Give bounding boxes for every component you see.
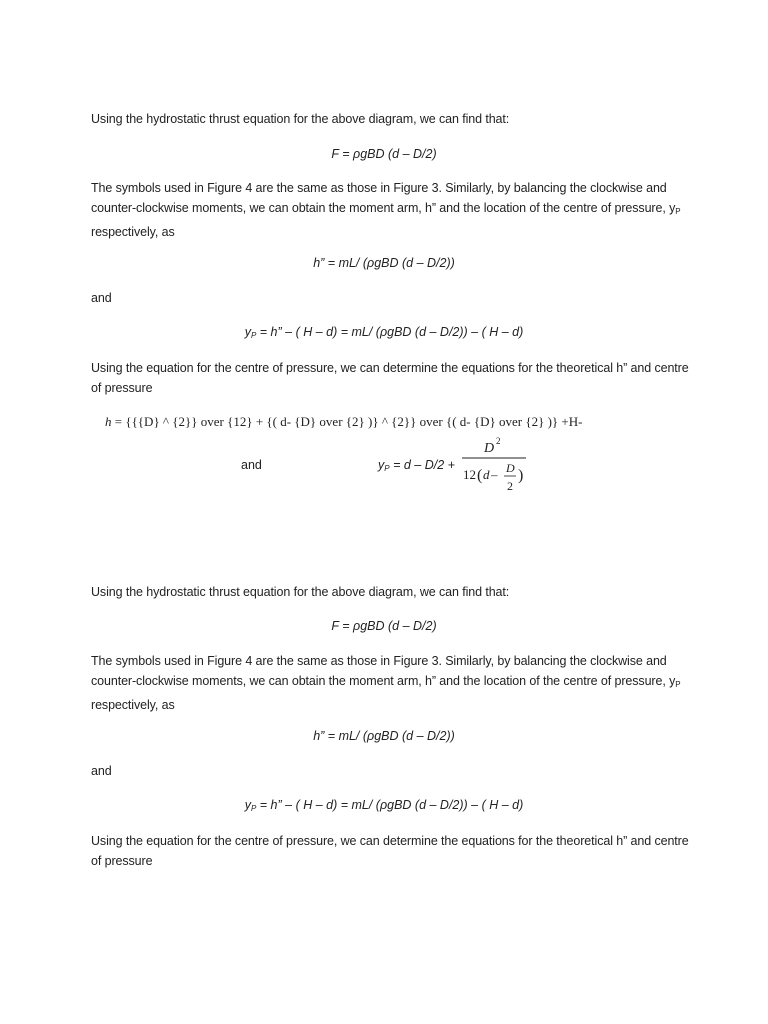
centre-of-pressure-text-2: Using the equation for the centre of pressure, we can determine the equations for the theoretical h” and centre of pressure	[91, 834, 689, 868]
and-label-3	[91, 761, 691, 781]
centre-pressure-equation: $y_P = h$” – ( H – d) = mL/ (ρgBD (d – D/2)) – ( H – d)	[244, 325, 524, 340]
frac-numerator: D	[484, 441, 495, 456]
frac-den-inner-den: 2	[507, 479, 513, 493]
thrust-intro-text: Using the hydrostatic thrust equation for the above diagram, we can find that:	[91, 112, 510, 126]
symbols-text-b: respectively, as	[91, 225, 175, 239]
yp-subscript-2: P	[250, 804, 257, 813]
symbols-text-b-2: respectively, as	[91, 698, 175, 712]
force-equation-text: F = ρgBD (d – D/2)	[331, 147, 437, 161]
yp-fraction-lhs-text: = d – D/2 +	[389, 458, 455, 472]
frac-den-inner-num: D	[506, 461, 515, 475]
yp-fraction-lhs: $y_P = d - D/2$ +	[378, 458, 455, 473]
force-equation	[0, 145, 768, 163]
force-equation-text-2: F = ρgBD (d – D/2)	[331, 619, 437, 633]
moment-arm-equation-text-2: h” = mL/ (ρgBD (d – D/2))	[313, 729, 455, 743]
symbols-text-a-2: The symbols used in Figure 4 are the same as those in Figure 3. Similarly, by balancing the clockwise and counter-clockwise moments, we can obtain the moment arm, h” and the location of the centre of pressure, y	[91, 654, 676, 688]
frac-den-close-paren: )	[518, 467, 524, 484]
frac-den-coef: 12	[463, 467, 476, 482]
frac-den-minus: –	[491, 467, 498, 482]
symbols-paragraph-2	[91, 651, 691, 715]
moment-arm-equation	[0, 254, 768, 272]
raw-formula-h-text: = {{{D} ^ {2}} over {12} + {( d- {D} over {2} )} ^ {2}} over {( d- {D} over {2} )} +H-	[111, 414, 583, 429]
centre-of-pressure-text: Using the equation for the centre of pressure, we can determine the equations for the theoretical h” and centre of pressure	[91, 361, 689, 395]
raw-formula-h	[105, 414, 582, 430]
centre-of-pressure-paragraph	[91, 358, 691, 398]
frac-numerator-exp: 2	[496, 436, 501, 446]
symbols-subscript-2: P	[675, 680, 681, 689]
thrust-intro-text-2: Using the hydrostatic thrust equation for the above diagram, we can find that:	[91, 585, 510, 599]
moment-arm-equation-2	[0, 727, 768, 745]
thrust-intro-paragraph-2	[91, 582, 691, 602]
yp-subscript: P	[250, 331, 257, 340]
symbols-text-a: The symbols used in Figure 4 are the same as those in Figure 3. Similarly, by balancing the clockwise and counter-clockwise moments, we can obtain the moment arm, h” and the location of the centre of pressure, y	[91, 181, 676, 215]
centre-pressure-equation-text-2: = h” – ( H – d) = mL/ (ρgBD (d – D/2)) – ( H – d)	[256, 798, 524, 812]
moment-arm-equation-text: h” = mL/ (ρgBD (d – D/2))	[313, 256, 455, 270]
symbols-paragraph	[91, 178, 691, 242]
frac-den-d: d	[483, 467, 490, 482]
raw-formula-h-var: h	[105, 414, 112, 429]
symbols-subscript: P	[675, 207, 681, 216]
and-text-3: and	[91, 764, 112, 778]
and-label-2	[241, 458, 262, 472]
force-equation-2	[0, 617, 768, 635]
centre-pressure-equation-text: = h” – ( H – d) = mL/ (ρgBD (d – D/2)) – ( H – d)	[256, 325, 524, 339]
and-label-1	[91, 288, 691, 308]
yp-fraction-svg	[458, 434, 618, 498]
yp-fraction-subscript: P	[384, 464, 390, 473]
and-text-1: and	[91, 291, 112, 305]
centre-pressure-equation-2: $y_P = h$” – ( H – d) = mL/ (ρgBD (d – D/2)) – ( H – d)	[244, 798, 524, 813]
and-text-2: and	[241, 458, 262, 472]
thrust-intro-paragraph	[91, 109, 691, 129]
centre-of-pressure-paragraph-2	[91, 831, 691, 871]
frac-den-open-paren: (	[477, 467, 483, 484]
